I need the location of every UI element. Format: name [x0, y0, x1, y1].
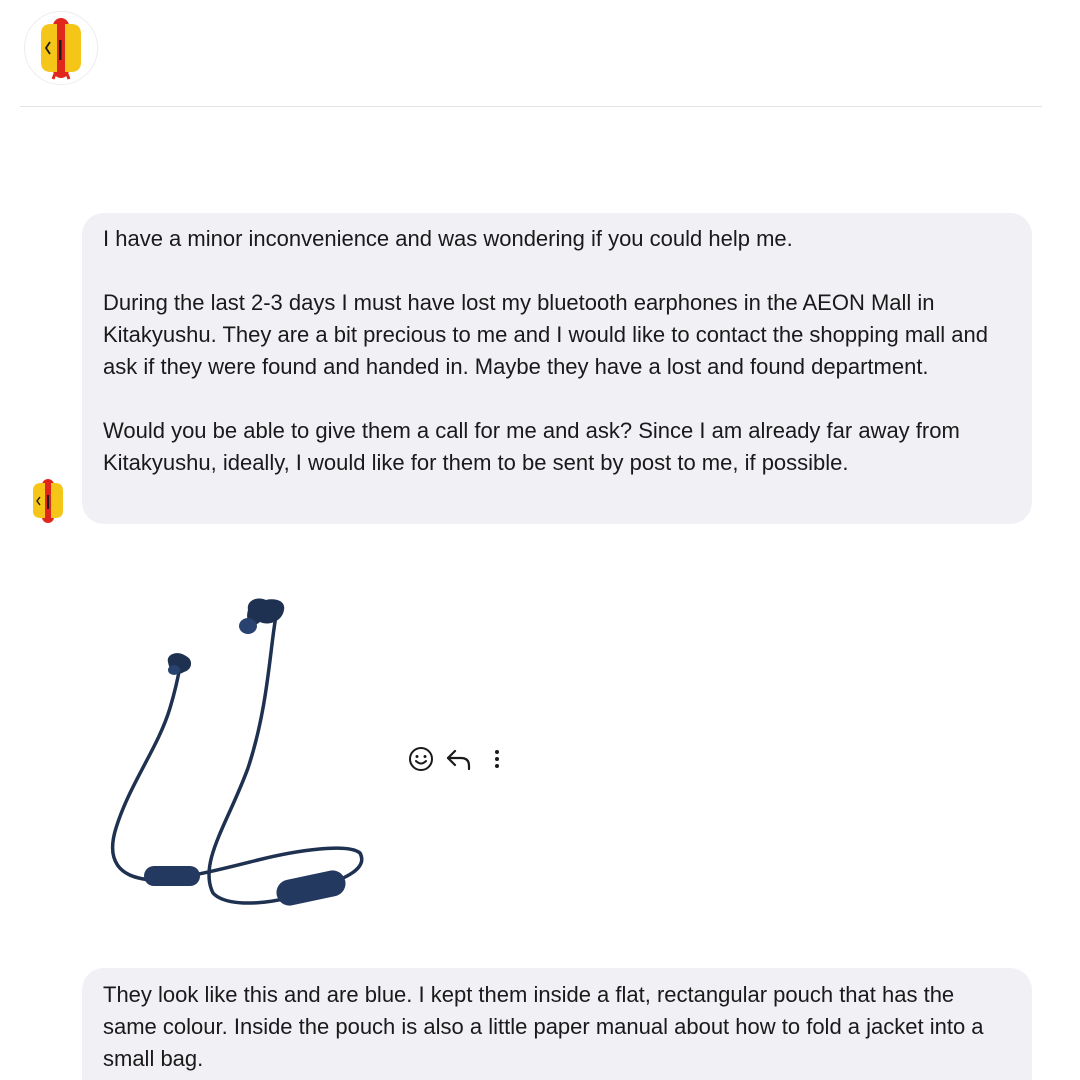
message-paragraph: They look like this and are blue. I kept them inside a flat, rectangular pouch that has the same colour. Inside the pouch is also a little paper manual about how to fold a jacket into a small bag. [103, 982, 984, 1071]
message-bubble[interactable] [82, 968, 1032, 1080]
chat-header [0, 0, 1080, 106]
reply-icon [445, 746, 473, 772]
reply-button[interactable] [442, 742, 476, 776]
contact-avatar[interactable] [24, 11, 98, 85]
message-paragraph: Would you be able to give them a call for me and ask? Since I am already far away from Kitakyushu, ideally, I would like for them to be sent by post to me, if possible. [103, 418, 960, 475]
earphones-image-attachment[interactable] [98, 588, 378, 928]
react-button[interactable] [404, 742, 438, 776]
message-paragraph: During the last 2-3 days I must have lost my bluetooth earphones in the AEON Mall in Kitakyushu. They are a bit precious to me and I would like to contact the shopping mall and ask if they were found and handed in. Maybe they have a lost and found department. [103, 290, 988, 379]
header-divider [20, 106, 1042, 107]
more-options-button[interactable] [480, 742, 514, 776]
sender-avatar[interactable] [28, 478, 68, 524]
more-options-icon [492, 747, 502, 771]
message-actions [404, 742, 518, 776]
earphones-image [98, 588, 378, 928]
hotdog-mascot-icon [33, 16, 89, 80]
react-emoji-icon [408, 746, 434, 772]
message-bubble[interactable] [82, 213, 1032, 524]
hotdog-mascot-icon [28, 478, 68, 524]
message-paragraph: I have a minor inconvenience and was wondering if you could help me. [103, 226, 793, 251]
